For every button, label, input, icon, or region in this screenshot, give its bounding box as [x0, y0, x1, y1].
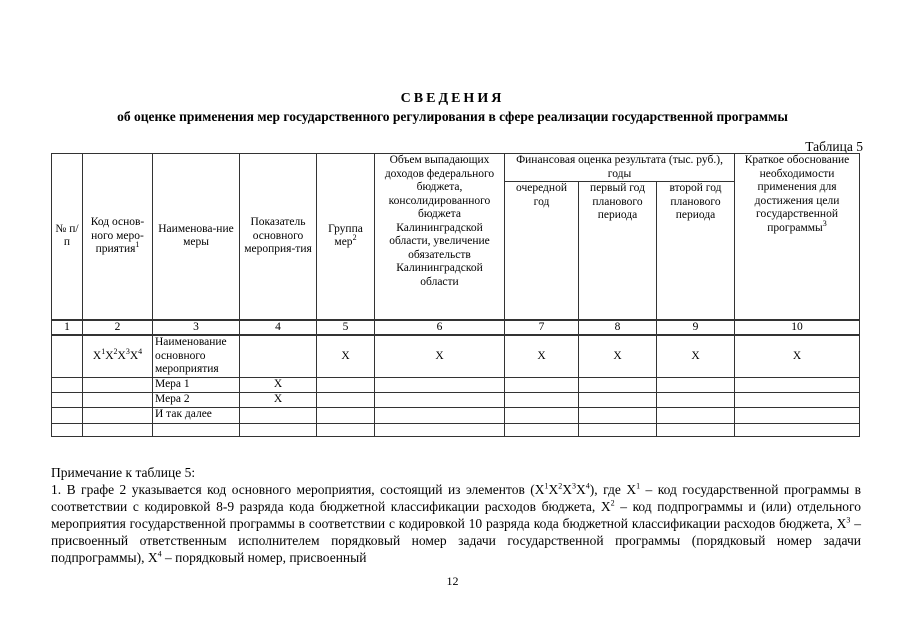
cell-code: $X^1X^2X^3X^4$ [83, 335, 153, 377]
cell-mark: X [505, 335, 579, 377]
column-number: 9 [657, 320, 735, 336]
cell-mark: X [375, 335, 505, 377]
table-row [52, 407, 860, 423]
column-number: 7 [505, 320, 579, 336]
header-financial-assessment: Финансовая оценка результата (тыс. руб.), годы [505, 154, 735, 182]
measures-table [51, 153, 860, 437]
header-current-year: очередной год [505, 182, 579, 320]
header-measure-name: Наименова-ние меры [153, 154, 240, 320]
header-second-plan-year: второй год планового периода [657, 182, 735, 320]
cell-indicator [240, 335, 317, 377]
header-indicator: Показатель основного мероприя-тия [240, 154, 317, 320]
cell-measure-name: Мера 2 [153, 392, 240, 407]
cell-mark: X [735, 335, 860, 377]
cell-measure-name: Наименование основного мероприятия [153, 335, 240, 377]
cell-measure-name: Мера 1 [153, 377, 240, 392]
header-justification: Краткое обоснование необходимости применения для достижения цели государственной программы$^3$ [735, 154, 860, 320]
header-measure-group: Группа мер$^2$ [317, 154, 375, 320]
column-number: 3 [153, 320, 240, 336]
cell-mark: X [657, 335, 735, 377]
cell-mark: X [579, 335, 657, 377]
column-number: 8 [579, 320, 657, 336]
column-number: 5 [317, 320, 375, 336]
notes-heading: Примечание к таблице 5: [51, 465, 196, 480]
table-label: Таблица 5 [805, 139, 863, 154]
cell-measure-name: И так далее [153, 407, 240, 423]
table-row [52, 377, 860, 392]
table-row [52, 423, 860, 436]
header-code: Код основ-ного меро-приятия$^1$ [83, 154, 153, 320]
header-number: № п/п [52, 154, 83, 320]
column-number: 10 [735, 320, 860, 336]
cell-mark: X [317, 335, 375, 377]
cell-number [52, 335, 83, 377]
header-lost-revenue: Объем выпадающих доходов федерального бюджета, консолидированного бюджета Калининградской области, увеличение обязательств Калининградской области [375, 154, 505, 320]
document-subtitle: об оценке применения мер государственного регулирования в сфере реализации государственной программы [117, 109, 788, 124]
column-number: 2 [83, 320, 153, 336]
header-row [52, 154, 860, 182]
cell-mark: X [240, 392, 317, 407]
column-number-row [52, 320, 860, 336]
document-title: СВЕДЕНИЯ [400, 91, 505, 106]
column-number: 6 [375, 320, 505, 336]
notes-section [51, 464, 861, 566]
notes-item: 1. В графе 2 указывается код основного мероприятия, состоящий из элементов $(X^1X^2X^3X^4)$, где $X^1$ – код государственной программы в соответствии с кодировкой 8-9 разряда кода бюджетной классификации расходов бюджета, $X^2$ – код подпрограммы и (или) отдельного мероприятия государственной программы в соответствии с кодировкой 10 разряда кода бюджетной классификации расходов бюджета, $X^3$ – присвоенный ответственным исполнителем порядковый номер задачи государственной программы (порядковый номер задачи подпрограммы), $X^4$ – порядковый номер, присвоенный [51, 481, 862, 565]
cell-mark: X [240, 377, 317, 392]
header-first-plan-year: первый год планового периода [579, 182, 657, 320]
column-number: 1 [52, 320, 83, 336]
page-number: 12 [446, 574, 459, 588]
table-row [52, 335, 860, 377]
table-row [52, 392, 860, 407]
column-number: 4 [240, 320, 317, 336]
